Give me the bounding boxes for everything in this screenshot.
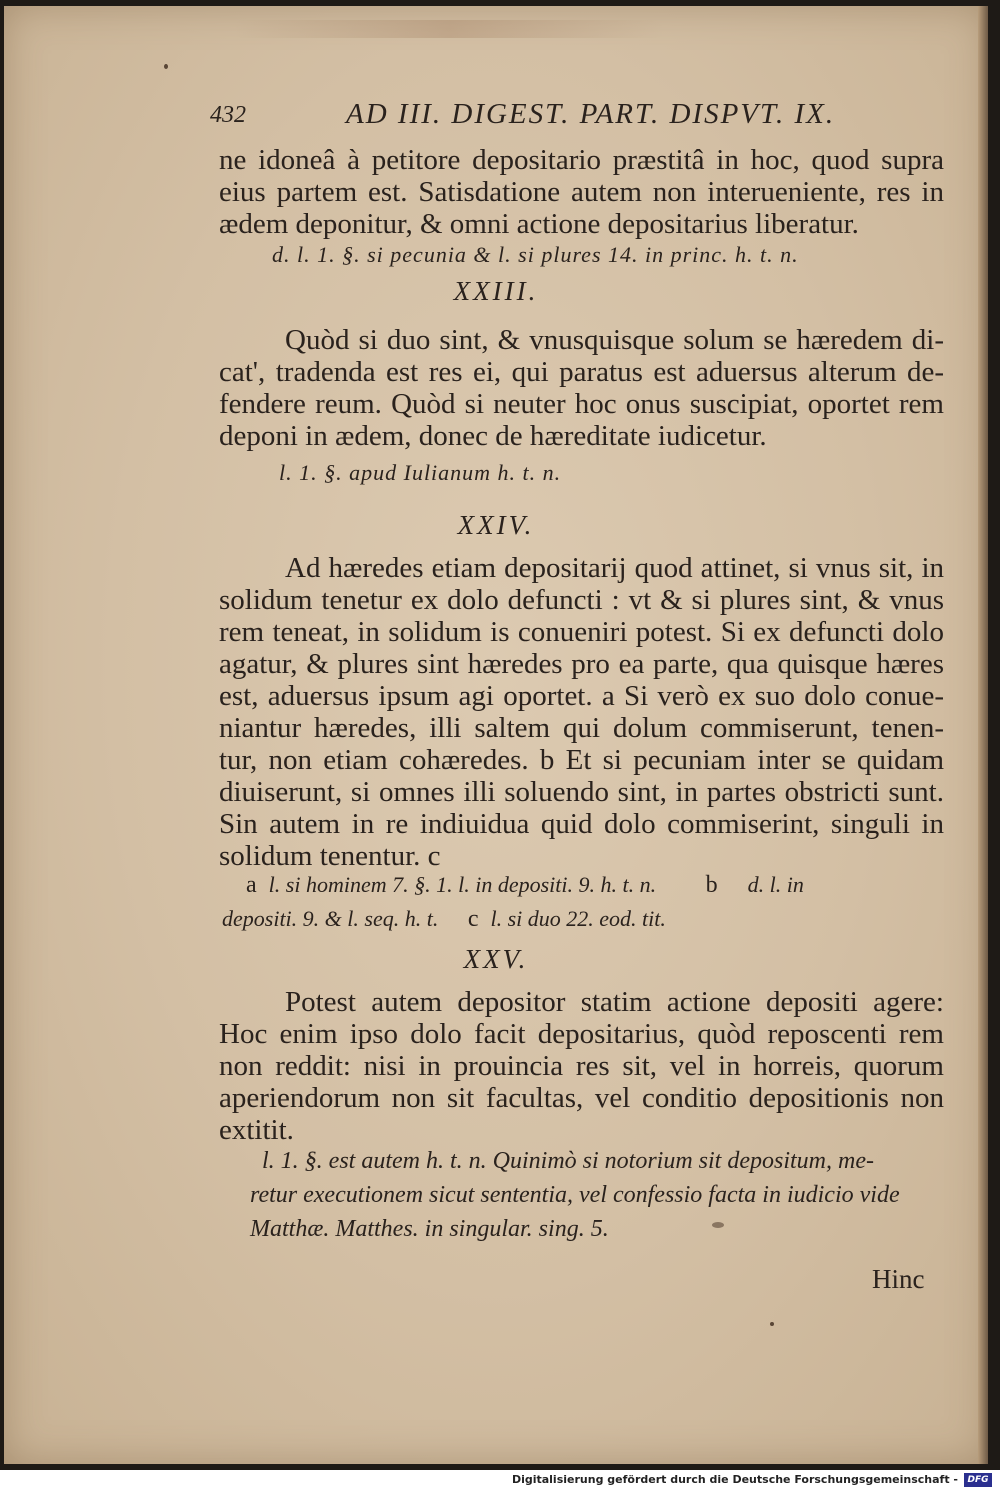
text-line: Hoc enim ipso dolo facit depositarius, quòd reposcenti rem: [219, 1018, 944, 1050]
text-line: ne idoneâ à petitore depositario præstitâ in hoc, quod supra: [219, 144, 944, 176]
book-page: [4, 6, 988, 1464]
footnote-text: depositi. 9. & l. seq. h. t.: [222, 906, 439, 931]
paragraph-section-25: [219, 986, 944, 1146]
catchword: Hinc: [872, 1264, 925, 1294]
section-heading: XXIII.: [453, 276, 539, 306]
footnote-mark: c: [467, 906, 479, 932]
footnote-mark: a: [246, 872, 257, 898]
footnote-text: l. si hominem 7. §. 1. l. in depositi. 9. h. t. n.: [268, 872, 657, 897]
ink-speck: [164, 64, 168, 69]
text-line: eius partem est. Satisdatione autem non interueniente, res in: [219, 176, 944, 208]
text-line: extitit.: [219, 1114, 294, 1146]
text-line: agatur, & plures sint hæredes pro ea parte, qua quisque hæres: [219, 648, 944, 680]
ink-speck: [712, 1222, 724, 1228]
footnote-row: [222, 902, 914, 936]
text-line: ædem deponitur, & omni actione depositarius liberatur.: [219, 208, 859, 240]
text-line: niantur hæredes, illi saltem qui dolum commiserunt, tenen-: [219, 712, 944, 744]
footnote-text: l. si duo 22. eod. tit.: [490, 906, 666, 931]
note-line: l. 1. §. est autem h. t. n. Quinimò si notorium sit depositum, me-: [262, 1148, 874, 1174]
citation: d. l. 1. §. si pecunia & l. si plures 14. in princ. h. t. n.: [272, 242, 799, 267]
footnote-row: [234, 868, 914, 902]
paragraph-section-24: [219, 552, 944, 872]
page-stain: [234, 20, 664, 38]
text-line: fendere reum. Quòd si neuter hoc onus suscipiat, oportet rem: [219, 388, 944, 420]
digitization-footer: [0, 1470, 1000, 1491]
page-header: [210, 98, 850, 138]
paragraph-section-23: [219, 324, 944, 452]
note-line: retur executionem sicut sententia, vel confessio facta in iudicio vide: [250, 1182, 900, 1208]
citation: l. 1. §. apud Iulianum h. t. n.: [279, 460, 562, 485]
text-line: non reddit: nisi in prouincia res sit, vel in horreis, quorum: [219, 1050, 944, 1082]
text-line: deponi in ædem, donec de hæreditate iudicetur.: [219, 420, 767, 452]
text-line: Potest autem depositor statim actione depositi agere:: [285, 986, 944, 1018]
text-line: est, aduersus ipsum agi oportet. a Si verò ex suo dolo conue-: [219, 680, 944, 712]
text-line: solidum tenentur. c: [219, 840, 441, 872]
dfg-logo: DFG: [964, 1473, 992, 1487]
footnote-text: d. l. in: [747, 872, 804, 897]
running-title: AD III. DIGEST. PART. DISPVT. IX.: [346, 98, 836, 130]
text-line: Ad hæredes etiam depositarij quod attinet, si vnus sit, in: [285, 552, 944, 584]
page-number: 432: [210, 102, 246, 128]
text-line: aperiendorum non sit facultas, vel conditio depositionis non: [219, 1082, 944, 1114]
text-line: rem teneat, in solidum is conueniri potest. Si ex defuncti dolo: [219, 616, 944, 648]
text-line: Quòd si duo sint, & vnusquisque solum se hæredem di-: [285, 324, 944, 356]
note-line: Matthæ. Matthes. in singular. sing. 5.: [250, 1216, 609, 1242]
section-heading: XXIV.: [457, 510, 535, 540]
funding-credit: Digitalisierung gefördert durch die Deutsche Forschungsgemeinschaft -: [511, 1473, 958, 1486]
section-heading: XXV.: [463, 944, 529, 974]
paragraph-continuation: [219, 144, 944, 240]
footnote-mark: b: [705, 872, 718, 898]
ink-speck: [770, 1322, 774, 1326]
text-line: solidum tenetur ex dolo defuncti : vt & si plures sint, & vnus: [219, 584, 944, 616]
text-line: Sin autem in re indiuidua quid dolo commiserint, singuli in: [219, 808, 944, 840]
footnotes: [222, 868, 914, 936]
marginal-note: [250, 1144, 922, 1246]
text-line: tur, non etiam cohæredes. b Et si pecuniam inter se quidam: [219, 744, 944, 776]
text-line: cat', tradenda est res ei, qui paratus est aduersus alterum de-: [219, 356, 944, 388]
page-edge: [978, 6, 988, 1464]
text-line: diuiserunt, si omnes illi soluendo sint, in partes obstricti sunt.: [219, 776, 944, 808]
